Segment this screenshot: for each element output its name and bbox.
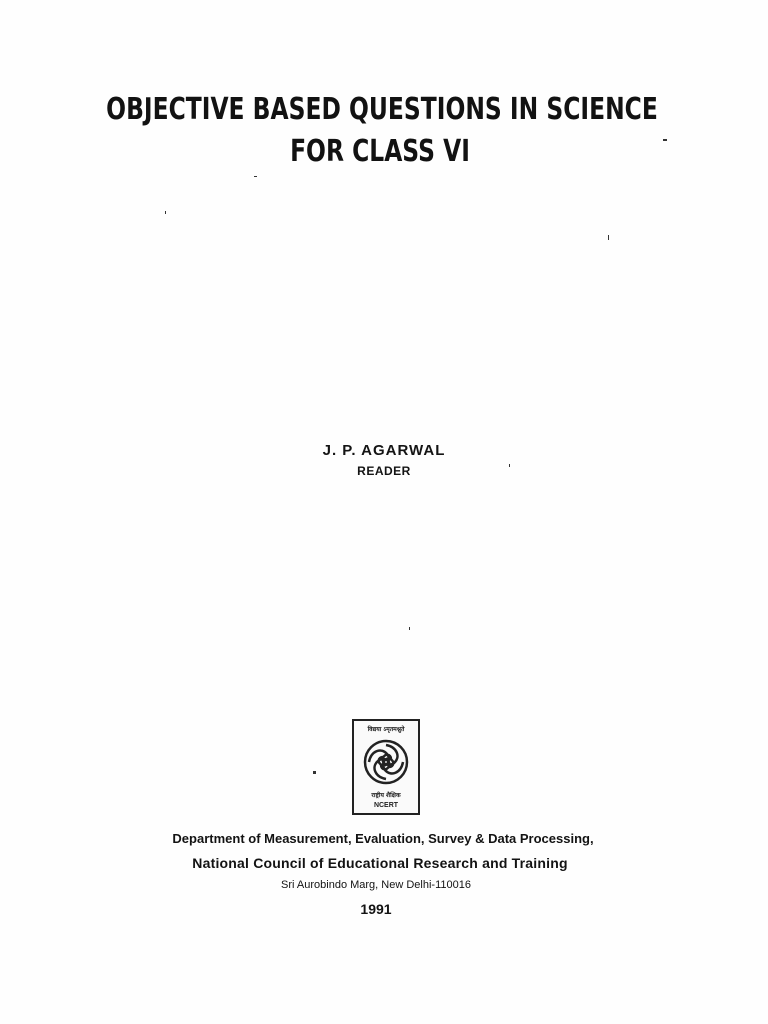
publisher-address: Sri Aurobindo Marg, New Delhi-110016	[281, 879, 471, 891]
logo-motto: विद्यया ऽमृतमश्नुते	[367, 726, 405, 733]
publication-year: 1991	[360, 901, 392, 917]
scan-speck	[608, 235, 609, 240]
scan-speck	[165, 211, 166, 214]
scan-speck	[254, 176, 257, 177]
publisher-department: Department of Measurement, Evaluation, Survey & Data Processing,	[172, 831, 594, 846]
ncert-logo	[352, 719, 420, 815]
author-role: READER	[357, 464, 411, 478]
ncert-emblem-icon	[361, 737, 411, 787]
title-line-2: FOR CLASS VI	[290, 134, 470, 169]
scan-speck	[509, 464, 510, 467]
author-name: J. P. AGARWAL	[322, 442, 446, 459]
scan-speck	[313, 771, 316, 774]
scan-speck	[663, 139, 667, 141]
scan-speck	[409, 627, 410, 630]
title-line-1: OBJECTIVE BASED QUESTIONS IN SCIENCE	[106, 92, 658, 127]
logo-hindi-text: राष्ट्रीय शैक्षिक	[371, 792, 401, 799]
logo-abbreviation: NCERT	[373, 802, 399, 809]
publisher-council: National Council of Educational Research and Training	[192, 855, 568, 871]
